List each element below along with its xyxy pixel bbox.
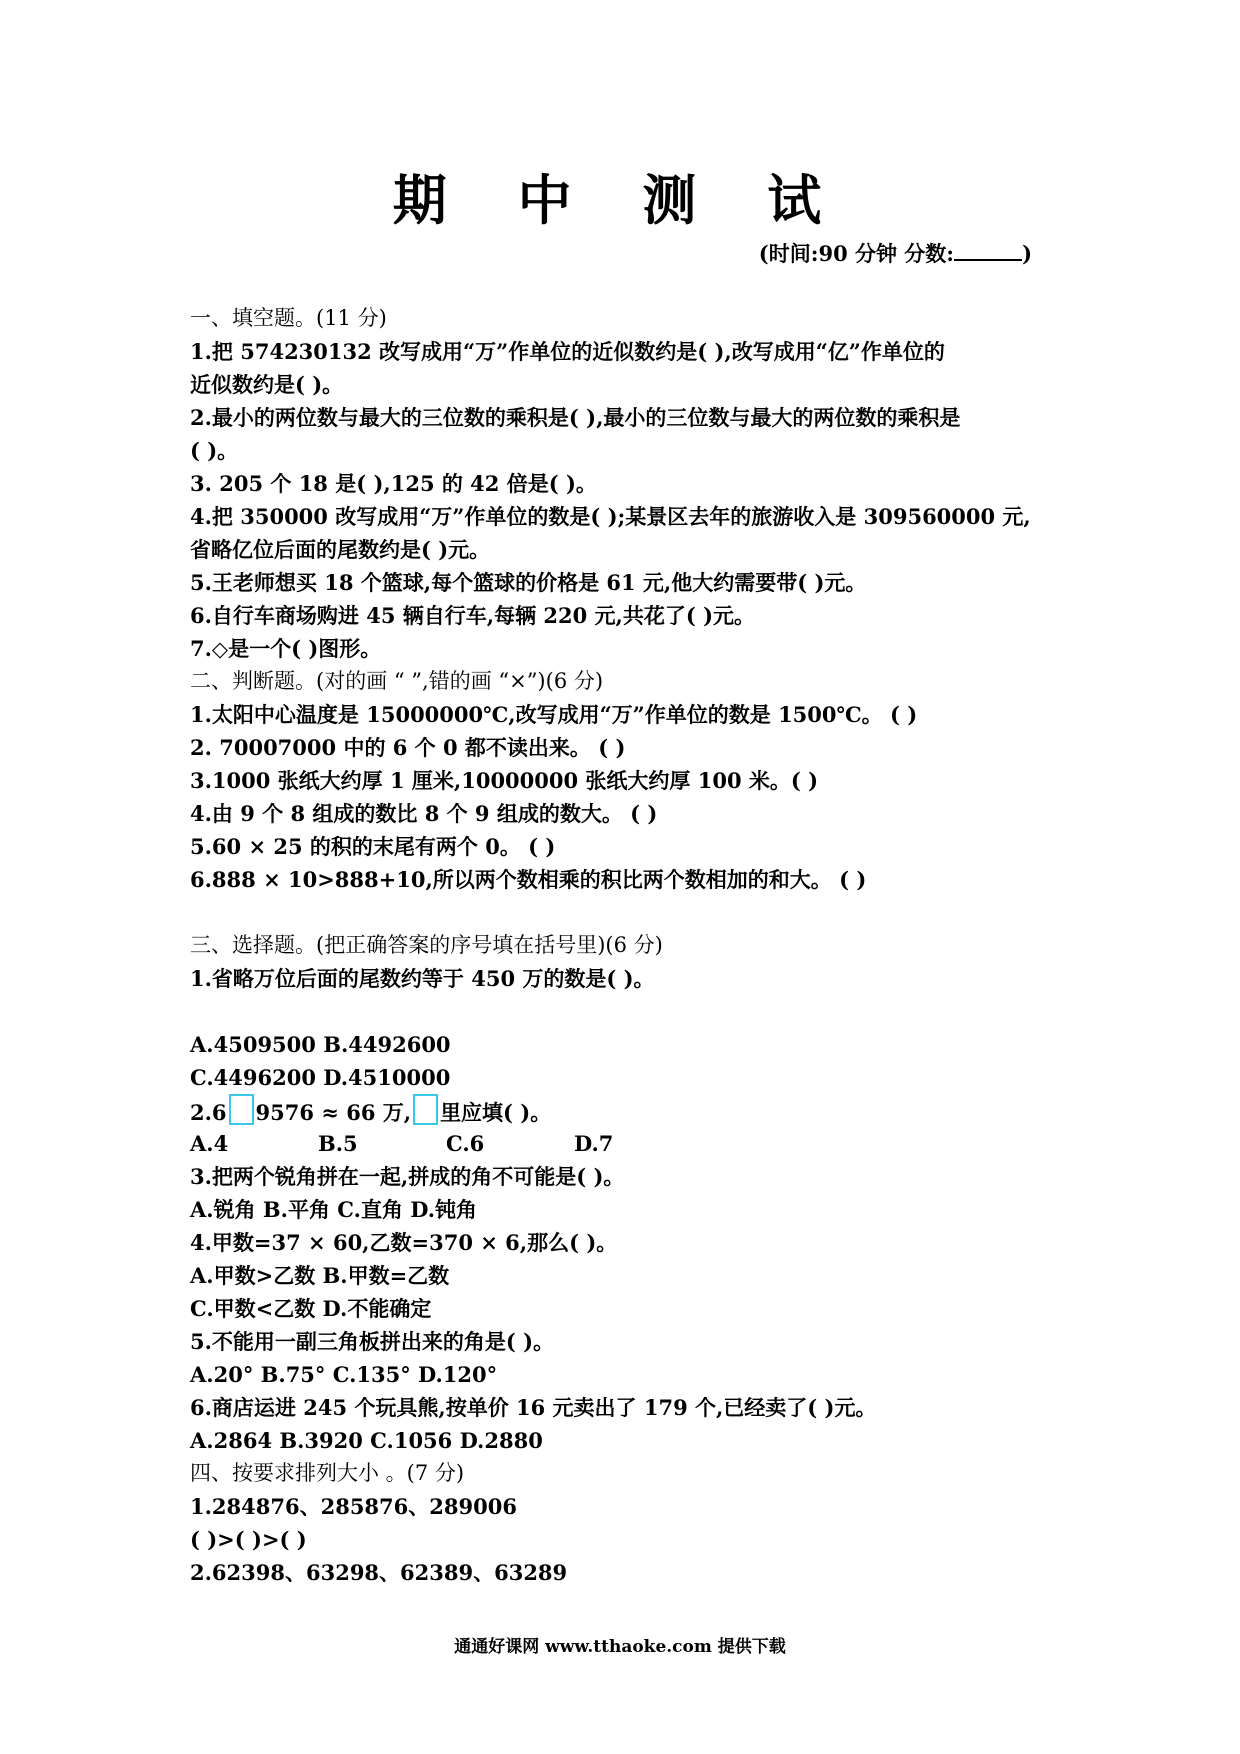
question-line: 3.把两个锐角拼在一起,拼成的角不可能是( )。 (190, 1164, 625, 1189)
question-line: 4.由 9 个 8 组成的数比 8 个 9 组成的数大。 ( ) (190, 801, 658, 826)
answer-box (229, 1094, 254, 1125)
spacer (190, 896, 1070, 929)
question-line: 5.王老师想买 18 个篮球,每个篮球的价格是 61 元,他大约需要带( )元。 (190, 570, 867, 595)
page-title: 期 中 测 试 (392, 169, 848, 232)
footer-credit: 通通好课网 www.tthaoke.com 提供下载 (454, 1637, 786, 1657)
question-line: 4.把 350000 改写成用“万”作单位的数是( );某景区去年的旅游收入是 309560000 元, (190, 504, 1031, 529)
close-paren: ) (1022, 241, 1032, 266)
question-line: 5.60 × 25 的积的末尾有两个 0。 ( ) (190, 834, 556, 859)
section-heading-multiple-choice: 三、选择题。(把正确答案的序号填在括号里)(6 分) (190, 933, 663, 957)
time-score-label: (时间:90 分钟 分数: (758, 241, 955, 266)
question-line: 2.62398、63298、62389、63289 (190, 1560, 568, 1585)
options-line: A.甲数>乙数 B.甲数=乙数 (190, 1263, 450, 1288)
section-heading-ordering: 四、按要求排列大小 。(7 分) (190, 1461, 465, 1485)
question-line: 1.省略万位后面的尾数约等于 450 万的数是( )。 (190, 966, 655, 991)
question-line: 6.自行车商场购进 45 辆自行车,每辆 220 元,共花了( )元。 (190, 603, 756, 628)
options-line: A.2864 B.3920 C.1056 D.2880 (190, 1428, 543, 1453)
q2-middle: 9576 ≈ 66 万, (255, 1100, 412, 1125)
question-line: 7.◇是一个( )图形。 (190, 636, 382, 661)
options-line: A.20° B.75° C.135° D.120° (190, 1362, 498, 1387)
q2-prefix: 2.6 (190, 1100, 227, 1125)
option: A.4 (190, 1131, 229, 1156)
options-line: A.4509500 B.4492600 (190, 1032, 451, 1057)
question-line: 3. 205 个 18 是( ),125 的 42 倍是( )。 (190, 471, 597, 496)
option: C.6 (446, 1131, 485, 1156)
question-line: 5.不能用一副三角板拼出来的角是( )。 (190, 1329, 555, 1354)
question-line: 1.把 574230132 改写成用“万”作单位的近似数约是( ),改写成用“亿”作单位的 (190, 339, 945, 364)
exam-content (190, 302, 1070, 1589)
question-line: 3.1000 张纸大约厚 1 厘米,10000000 张纸大约厚 100 米。( ) (190, 768, 819, 793)
options-line (190, 1127, 1070, 1160)
question-line: 1.太阳中心温度是 15000000℃,改写成用“万”作单位的数是 1500℃。 ( ) (190, 702, 918, 727)
options-line: A.锐角 B.平角 C.直角 D.钝角 (190, 1197, 478, 1222)
score-blank (954, 241, 1022, 261)
options-line: C.4496200 D.4510000 (190, 1065, 451, 1090)
question-line: ( )。 (190, 438, 239, 463)
question-line (190, 1094, 1070, 1127)
spacer (190, 995, 1070, 1028)
option: B.5 (318, 1131, 358, 1156)
exam-info (759, 238, 1032, 268)
section-heading-true-false: 二、判断题。(对的画 “ ”,错的画 “×”)(6 分) (190, 669, 604, 693)
answer-blank-line: ( )>( )>( ) (190, 1527, 307, 1552)
question-line: 2.最小的两位数与最大的三位数的乘积是( ),最小的三位数与最大的两位数的乘积是 (190, 405, 961, 430)
question-line: 6.商店运进 245 个玩具熊,按单价 16 元卖出了 179 个,已经卖了( )元。 (190, 1395, 877, 1420)
q2-suffix: 里应填( )。 (440, 1100, 552, 1125)
question-line: 1.284876、285876、289006 (190, 1494, 517, 1519)
question-line: 近似数约是( )。 (190, 372, 344, 397)
question-line: 省略亿位后面的尾数约是( )元。 (190, 537, 491, 562)
question-line: 6.888 × 10>888+10,所以两个数相乘的积比两个数相加的和大。 ( ) (190, 867, 867, 892)
section-heading-fill-in: 一、填空题。(11 分) (190, 306, 387, 330)
question-line: 4.甲数=37 × 60,乙数=370 × 6,那么( )。 (190, 1230, 618, 1255)
question-line: 2. 70007000 中的 6 个 0 都不读出来。 ( ) (190, 735, 626, 760)
answer-box (413, 1094, 438, 1125)
option: D.7 (574, 1131, 614, 1156)
options-line: C.甲数<乙数 D.不能确定 (190, 1296, 432, 1321)
